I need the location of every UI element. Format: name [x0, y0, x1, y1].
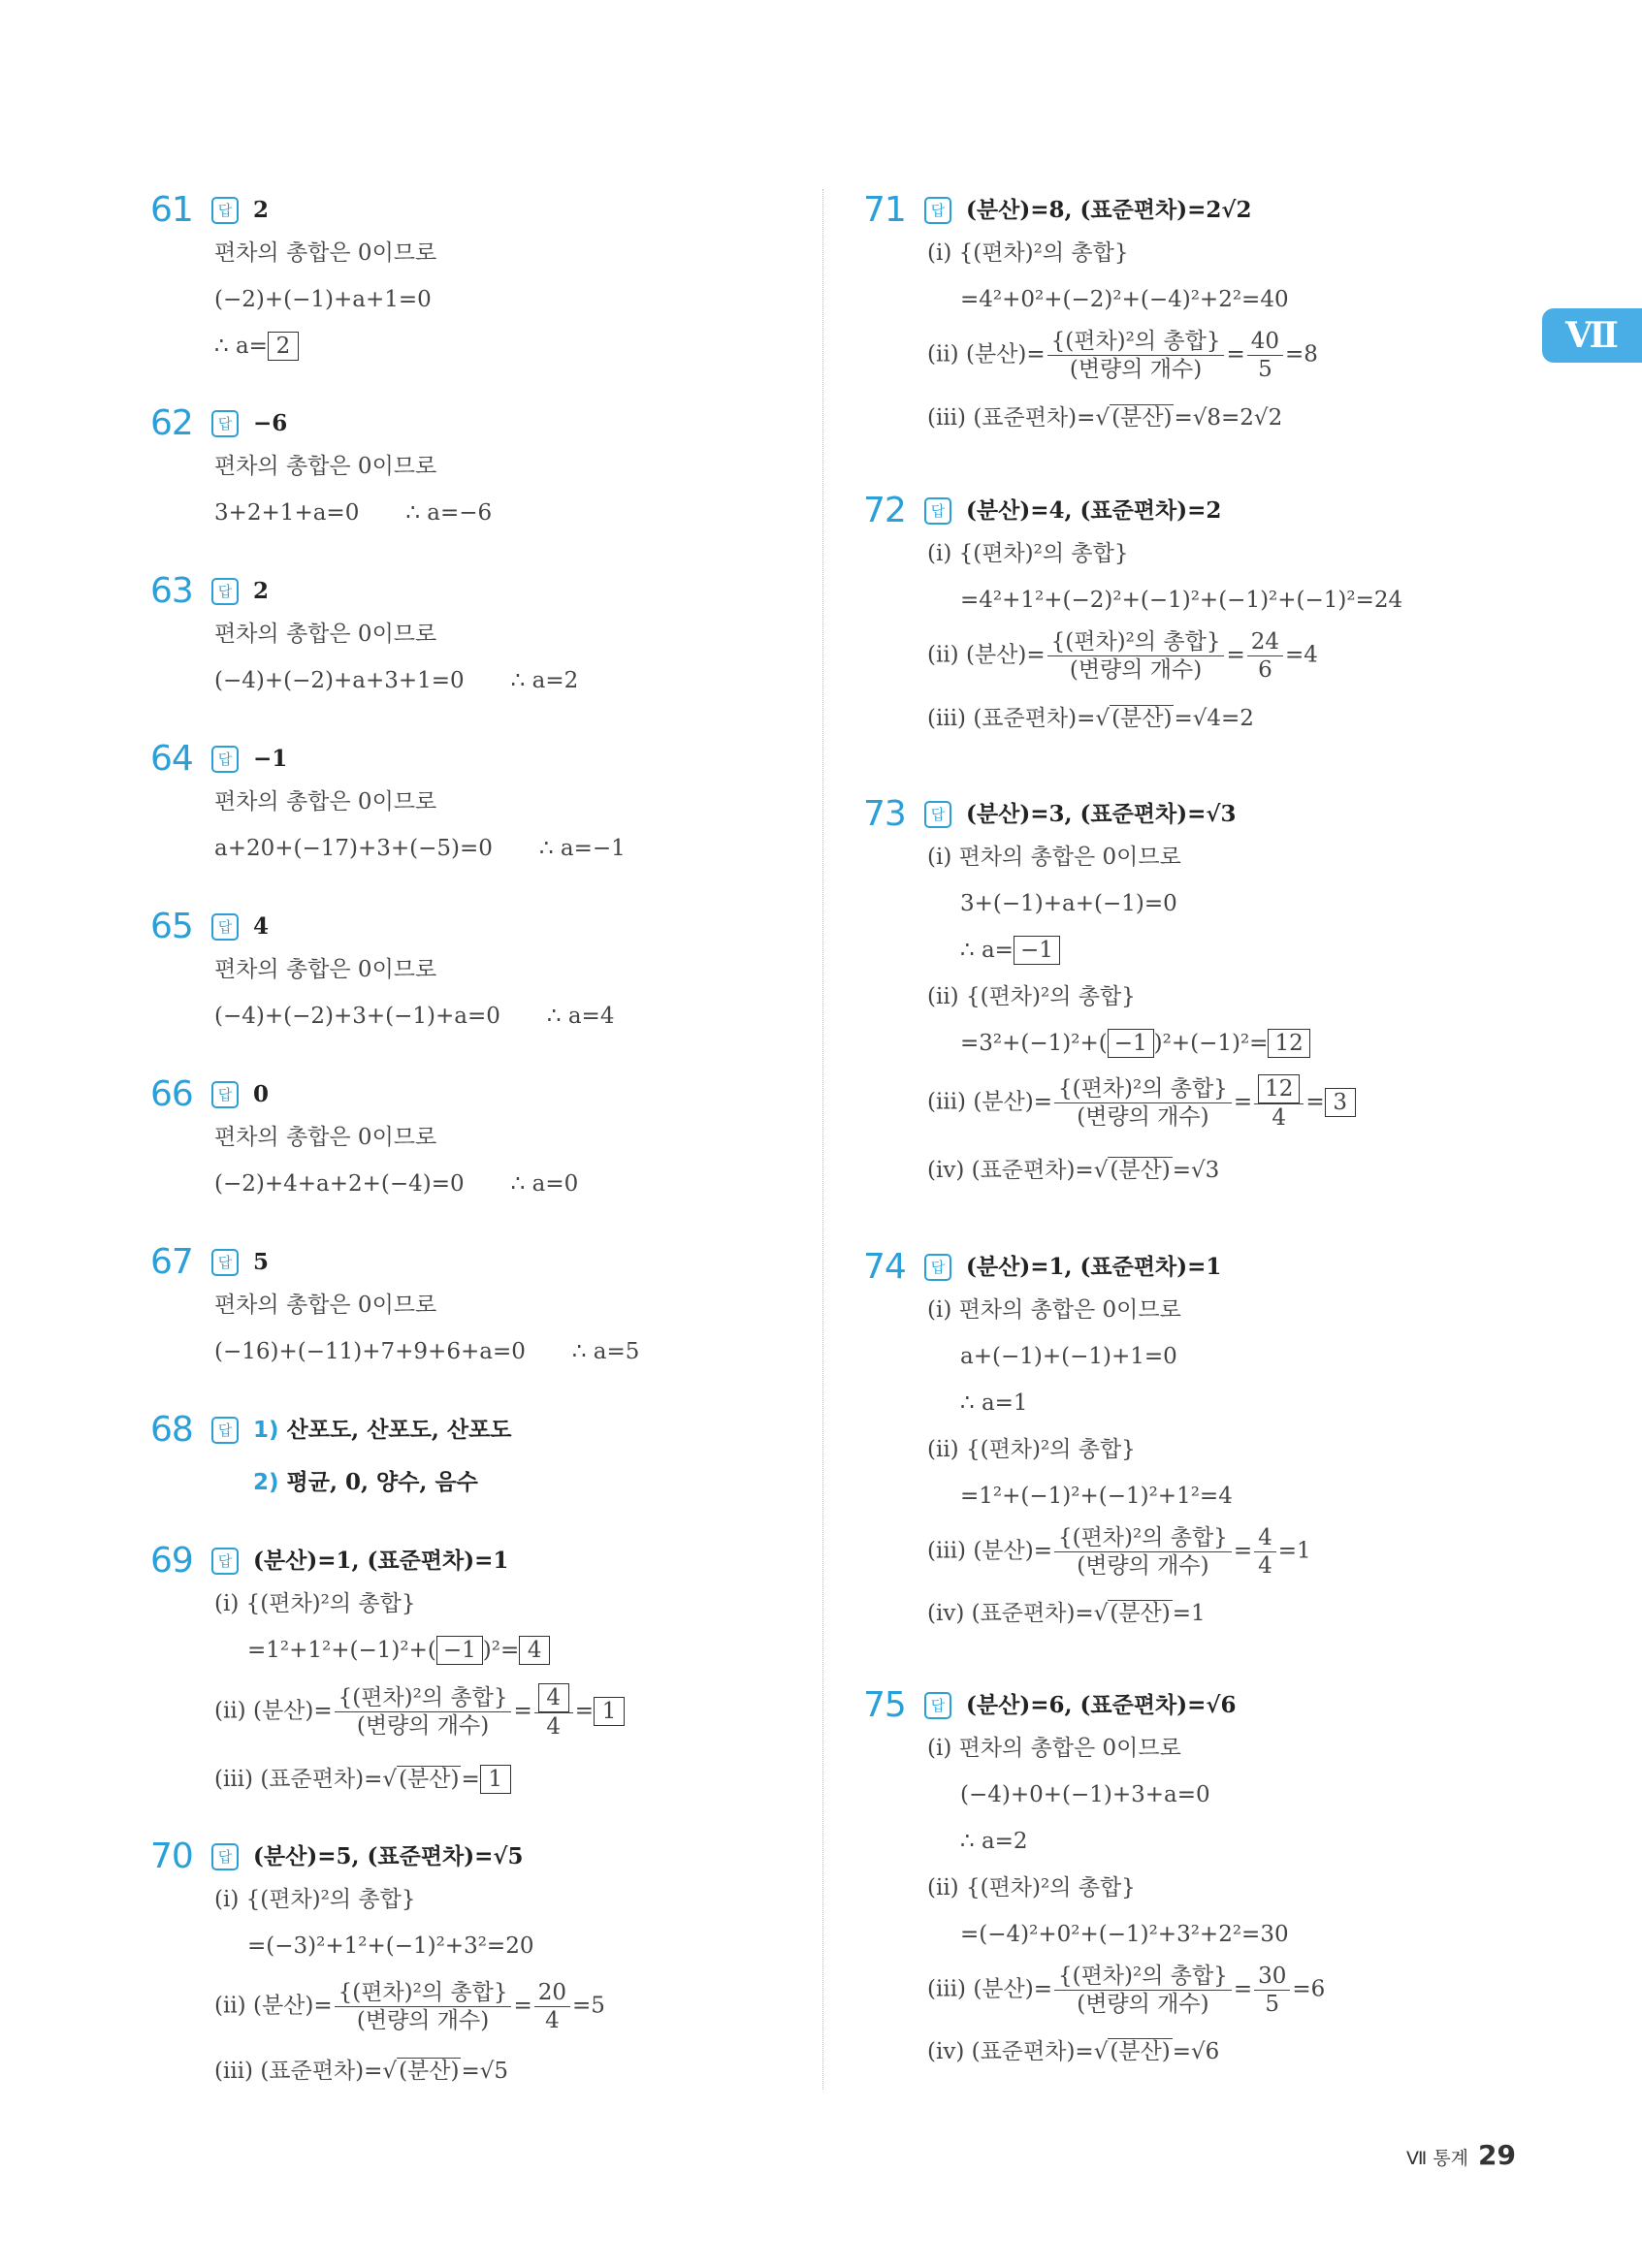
answer-badge: 답	[924, 497, 951, 525]
problem-number: 62	[150, 403, 193, 443]
chapter-label: Ⅶ 통계	[1406, 2148, 1469, 2169]
problem-number: 65	[150, 907, 193, 946]
answer-box: −1	[1108, 1029, 1154, 1058]
solution-line: =1²+1²+(−1)²+( −1 )²= 4	[247, 1636, 550, 1665]
fraction: $\frac{4}{4}$	[534, 1683, 573, 1741]
solution-line: (−2)+(−1)+a+1=0	[214, 287, 432, 312]
problem-number: 70	[150, 1837, 193, 1876]
answer-badge: 답	[211, 746, 239, 773]
answer-badge: 답	[924, 1254, 951, 1281]
fraction: $\frac{\text{\{(편차)²의 총합\}}}{\text{(변량의 개수)}}$	[1054, 1075, 1232, 1131]
fraction: $\frac{12}{4}$	[1254, 1074, 1304, 1132]
solution-line: (ⅱ) {(편차)²의 총합}	[927, 1875, 1136, 1901]
answer-box: 3	[1325, 1088, 1356, 1117]
solution-line: (ⅲ) (분산)= $\frac{\text{\{(편차)²의 총합\}}}{\text{(변량의 개수)}}$ = $\frac{30}{5}$ =6	[927, 1964, 1326, 2017]
solution-line: a+20+(−17)+3+(−5)=0 ∴ a=−1	[214, 836, 626, 861]
answer-box: 4	[519, 1636, 550, 1665]
answer: 1) 산포도, 산포도, 산포도	[253, 1417, 512, 1443]
answer-badge: 답	[211, 1843, 239, 1870]
answer-badge: 답	[211, 1081, 239, 1108]
answer: (분산)=3, (표준편차)=√3	[966, 801, 1237, 827]
right-column	[863, 0, 1562, 2268]
problem-number: 66	[150, 1074, 193, 1114]
problem-number: 63	[150, 571, 193, 611]
answer: (분산)=4, (표준편차)=2	[966, 497, 1222, 524]
problem-number: 68	[150, 1410, 193, 1450]
solution-line: (ⅱ) (분산)= $\frac{\text{\{(편차)²의 총합\}}}{\text{(변량의 개수)}}$ = $\frac{4}{4}$ = 1	[214, 1683, 625, 1741]
solution-line: (−4)+(−2)+3+(−1)+a=0 ∴ a=4	[214, 1004, 615, 1029]
solution-line: 편차의 총합은 0이므로	[214, 1125, 437, 1150]
problem-number: 69	[150, 1541, 193, 1581]
answer-badge: 답	[211, 1417, 239, 1444]
problem-number: 71	[863, 190, 906, 230]
answer: 5	[253, 1249, 270, 1275]
fraction: $\frac{\text{\{(편차)²의 총합\}}}{\text{(변량의 개수)}}$	[1047, 628, 1225, 684]
solution-line: (ⅰ) 편차의 총합은 0이므로	[927, 1297, 1181, 1323]
solution-line: (ⅲ) (표준편차)=√(분산)=√8=2√2	[927, 405, 1283, 431]
answer-box: 12	[1258, 1074, 1300, 1103]
solution-line: (ⅱ) (분산)= $\frac{\text{\{(편차)²의 총합\}}}{\text{(변량의 개수)}}$ = $\frac{24}{6}$ =4	[927, 629, 1318, 683]
solution-line: a+(−1)+(−1)+1=0	[960, 1344, 1177, 1369]
solution-line: (ⅰ) 편차의 총합은 0이므로	[927, 1736, 1181, 1761]
solution-line: (ⅲ) (표준편차)=√(분산)= 1	[214, 1765, 511, 1794]
problem-number: 73	[863, 794, 906, 834]
answer-badge: 답	[924, 197, 951, 224]
answer: (분산)=8, (표준편차)=2√2	[966, 197, 1252, 223]
chapter-tab: Ⅶ	[1542, 308, 1642, 363]
answer-badge: 답	[211, 913, 239, 941]
answer-badge: 답	[211, 410, 239, 437]
problem-number: 67	[150, 1242, 193, 1282]
solution-line: (ⅰ) {(편차)²의 총합}	[927, 541, 1129, 566]
problem-number: 75	[863, 1685, 906, 1725]
solution-line: (ⅲ) (분산)= $\frac{\text{\{(편차)²의 총합\}}}{\text{(변량의 개수)}}$ = $\frac{12}{4}$ = 3	[927, 1074, 1356, 1132]
answer: −1	[253, 746, 288, 772]
answer: (분산)=6, (표준편차)=√6	[966, 1692, 1237, 1718]
solution-line: (ⅱ) {(편차)²의 총합}	[927, 984, 1136, 1009]
fraction: $\frac{\text{\{(편차)²의 총합\}}}{\text{(변량의 개수)}}$	[1054, 1963, 1232, 2018]
solution-line: =(−3)²+1²+(−1)²+3²=20	[247, 1933, 534, 1959]
solution-line: (ⅰ) {(편차)²의 총합}	[927, 240, 1129, 266]
solution-line: (ⅲ) (분산)= $\frac{\text{\{(편차)²의 총합\}}}{\text{(변량의 개수)}}$ = $\frac{4}{4}$ =1	[927, 1525, 1311, 1579]
answer-badge: 답	[211, 1249, 239, 1276]
solution-line: 3+2+1+a=0 ∴ a=−6	[214, 500, 493, 526]
fraction: $\frac{30}{5}$	[1254, 1963, 1290, 2018]
solution-line: (ⅰ) {(편차)²의 총합}	[214, 1887, 416, 1912]
solution-line: =4²+0²+(−2)²+(−4)²+2²=40	[960, 287, 1289, 312]
solution-line: 편차의 총합은 0이므로	[214, 957, 437, 982]
answer-badge: 답	[211, 197, 239, 224]
fraction: $\frac{\text{\{(편차)²의 총합\}}}{\text{(변량의 개수)}}$	[1047, 328, 1225, 383]
solution-line: 편차의 총합은 0이므로	[214, 789, 437, 815]
fraction: $\frac{\text{\{(편차)²의 총합\}}}{\text{(변량의 개수)}}$	[335, 1684, 512, 1740]
answer-box: 12	[1268, 1029, 1309, 1058]
answer-badge: 답	[211, 1548, 239, 1575]
solution-line: (ⅳ) (표준편차)=√(분산)=√6	[927, 2039, 1220, 2064]
answer-box: 1	[480, 1765, 511, 1794]
solution-line: =1²+(−1)²+(−1)²+1²=4	[960, 1484, 1233, 1509]
solution-line: (ⅳ) (표준편차)=√(분산)=√3	[927, 1158, 1220, 1183]
solution-line: 편차의 총합은 0이므로	[214, 622, 437, 647]
fraction: $\frac{40}{5}$	[1247, 328, 1283, 383]
solution-line: (ⅳ) (표준편차)=√(분산)=1	[927, 1601, 1206, 1626]
solution-line: (−2)+4+a+2+(−4)=0 ∴ a=0	[214, 1171, 579, 1197]
answer-badge: 답	[211, 578, 239, 605]
fraction: $\frac{4}{4}$	[1254, 1524, 1276, 1580]
solution-line: 편차의 총합은 0이므로	[214, 240, 437, 266]
solution-line: (ⅰ) 편차의 총합은 0이므로	[927, 845, 1181, 870]
answer-box: 1	[594, 1697, 625, 1726]
answer: 0	[253, 1081, 270, 1107]
solution-line: (−16)+(−11)+7+9+6+a=0 ∴ a=5	[214, 1339, 640, 1364]
answer-badge: 답	[924, 1692, 951, 1719]
solution-line: (ⅲ) (표준편차)=√(분산)=√5	[214, 2059, 509, 2084]
solution-line: (−4)+0+(−1)+3+a=0	[960, 1782, 1210, 1807]
solution-line: ∴ a= 2	[214, 332, 299, 361]
answer-box: −1	[1014, 936, 1060, 965]
problem-number: 61	[150, 190, 193, 230]
solution-line: ∴ a=2	[960, 1829, 1028, 1854]
solution-line: (−4)+(−2)+a+3+1=0 ∴ a=2	[214, 668, 579, 693]
answer: (분산)=5, (표준편차)=√5	[253, 1843, 524, 1869]
solution-line: 3+(−1)+a+(−1)=0	[960, 891, 1177, 916]
answer: 2	[253, 578, 270, 604]
answer-badge: 답	[924, 801, 951, 828]
answer: −6	[253, 410, 288, 436]
problem-number: 64	[150, 739, 193, 779]
answer: 2) 평균, 0, 양수, 음수	[253, 1469, 478, 1495]
solution-line: 편차의 총합은 0이므로	[214, 454, 437, 479]
answer-box: 2	[268, 332, 299, 361]
answer: 2	[253, 197, 270, 223]
answer-box: −1	[436, 1636, 483, 1665]
answer: (분산)=1, (표준편차)=1	[966, 1254, 1222, 1280]
answer-box: 4	[538, 1683, 569, 1712]
solution-line: (ⅱ) (분산)= $\frac{\text{\{(편차)²의 총합\}}}{\text{(변량의 개수)}}$ = $\frac{40}{5}$ =8	[927, 329, 1318, 382]
solution-line: (ⅱ) (분산)= $\frac{\text{\{(편차)²의 총합\}}}{\text{(변량의 개수)}}$ = $\frac{20}{4}$ =5	[214, 1980, 605, 2033]
fraction: $\frac{\text{\{(편차)²의 총합\}}}{\text{(변량의 개수)}}$	[335, 1979, 512, 2034]
solution-line: (ⅰ) {(편차)²의 총합}	[214, 1591, 416, 1616]
solution-line: ∴ a= −1	[960, 936, 1060, 965]
page-footer	[1406, 2139, 1516, 2171]
answer: 4	[253, 913, 270, 940]
fraction: $\frac{24}{6}$	[1247, 628, 1283, 684]
solution-line: =3²+(−1)²+( −1 )²+(−1)²= 12	[960, 1029, 1310, 1058]
fraction: $\frac{20}{4}$	[534, 1979, 570, 2034]
left-column	[150, 0, 849, 2268]
solution-line: ∴ a=1	[960, 1390, 1028, 1416]
solution-line: =4²+1²+(−2)²+(−1)²+(−1)²+(−1)²=24	[960, 588, 1403, 613]
solution-line: (ⅱ) {(편차)²의 총합}	[927, 1437, 1136, 1462]
problem-number: 72	[863, 491, 906, 530]
problem-number: 74	[863, 1247, 906, 1287]
solution-line: =(−4)²+0²+(−1)²+3²+2²=30	[960, 1922, 1289, 1947]
solution-line: 편차의 총합은 0이므로	[214, 1293, 437, 1318]
page-number: 29	[1478, 2139, 1516, 2171]
fraction: $\frac{\text{\{(편차)²의 총합\}}}{\text{(변량의 개수)}}$	[1054, 1524, 1232, 1580]
solution-line: (ⅲ) (표준편차)=√(분산)=√4=2	[927, 706, 1254, 731]
answer: (분산)=1, (표준편차)=1	[253, 1548, 509, 1574]
